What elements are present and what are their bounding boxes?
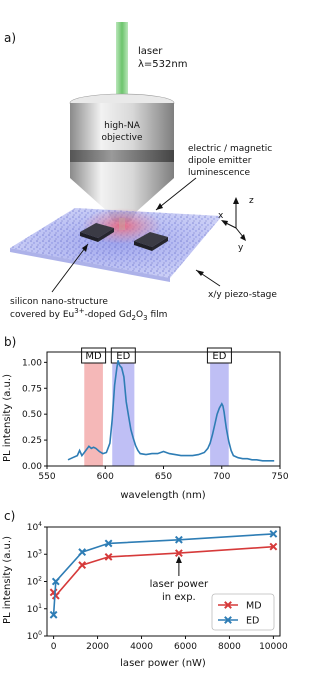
laser-label: laser xyxy=(138,46,163,57)
panel-b-frame xyxy=(47,352,280,466)
annotation-arrow-head xyxy=(176,556,182,563)
panel-c xyxy=(2,509,288,669)
panel-c-xlabel: laser power (nW) xyxy=(120,658,206,669)
panel-b-ylabel: PL intensity (a.u.) xyxy=(2,374,13,462)
panel-c-ytick-label: $10^1$ xyxy=(26,602,42,615)
panel-c-ytick-label: $10^0$ xyxy=(26,630,42,642)
panel-b-xtick-label: 550 xyxy=(38,472,56,482)
panel-b-ytick-label: 0.00 xyxy=(21,462,42,472)
panel-a xyxy=(4,22,277,322)
legend-label-md: MD xyxy=(246,600,262,612)
panel-c-label: c) xyxy=(4,509,16,523)
panel-c-xtick-label: 0 xyxy=(50,642,57,652)
focused-beam xyxy=(119,218,125,230)
panel-b-label: b) xyxy=(4,335,17,349)
panel-c-ylabel: PL intensity (a.u.) xyxy=(2,536,13,624)
objective-lens xyxy=(70,94,174,223)
panel-a-label: a) xyxy=(4,31,17,45)
panel-b xyxy=(2,335,289,501)
panel-b-xlabel: wavelength (nm) xyxy=(120,490,206,501)
panel-b-ytick-label: 0.75 xyxy=(21,384,42,395)
panel-c-xtick-label: 4000 xyxy=(130,642,153,652)
xyz-axes xyxy=(221,197,246,241)
band-tag-ed-2: ED xyxy=(212,351,227,362)
emitter-label-line1: electric / magnetic xyxy=(188,144,273,154)
band-tag-ed-1: ED xyxy=(116,351,131,362)
panel-b-xtick-label: 700 xyxy=(213,472,231,482)
emitter-label-line2: dipole emitter xyxy=(188,156,252,166)
axis-y-label: y xyxy=(238,243,244,253)
panel-b-xtick-label: 600 xyxy=(96,472,114,482)
annotation-line1: laser power xyxy=(149,579,209,590)
axis-z-label: z xyxy=(249,196,254,206)
emitter-label-line3: luminescence xyxy=(188,168,251,178)
panel-b-xtick-label: 750 xyxy=(271,472,289,482)
panel-c-ytick-label: $10^2$ xyxy=(26,575,42,588)
objective-label-line2: objective xyxy=(101,133,143,143)
sample-label-line1: silicon nano-structure xyxy=(10,297,108,307)
panel-c-xtick-label: 10000 xyxy=(259,642,288,652)
panel-c-ytick-label: $10^3$ xyxy=(26,548,42,561)
panel-c-xtick-label: 2000 xyxy=(86,642,110,652)
panel-c-xtick-label: 8000 xyxy=(217,642,241,652)
laser-wavelength-label: λ=532nm xyxy=(138,59,188,70)
stage-label: x/y piezo-stage xyxy=(208,290,277,300)
sample-label-line2: covered by $Eu^{3+}$-doped $Gd_2O_3$ film xyxy=(10,307,168,322)
panel-b-ytick-label: 0.25 xyxy=(21,436,42,447)
axis-x-label: x xyxy=(218,211,224,221)
legend-box xyxy=(212,594,274,630)
panel-c-ytick-label: $10^4$ xyxy=(26,521,42,533)
laser-beam xyxy=(116,22,128,98)
annotation-line2: in exp. xyxy=(162,592,196,603)
spectral-band-ed-1 xyxy=(112,352,134,466)
panel-b-xtick-label: 650 xyxy=(154,472,173,482)
band-tag-md-0: MD xyxy=(85,351,102,362)
panel-c-legend xyxy=(212,594,274,630)
panel-c-xtick-label: 6000 xyxy=(174,642,197,652)
objective-label-line1: high-NA xyxy=(104,121,140,131)
legend-label-ed: ED xyxy=(246,615,260,627)
panel-b-ytick-label: 0.50 xyxy=(21,410,42,421)
panel-b-ytick-label: 1.00 xyxy=(21,358,42,369)
